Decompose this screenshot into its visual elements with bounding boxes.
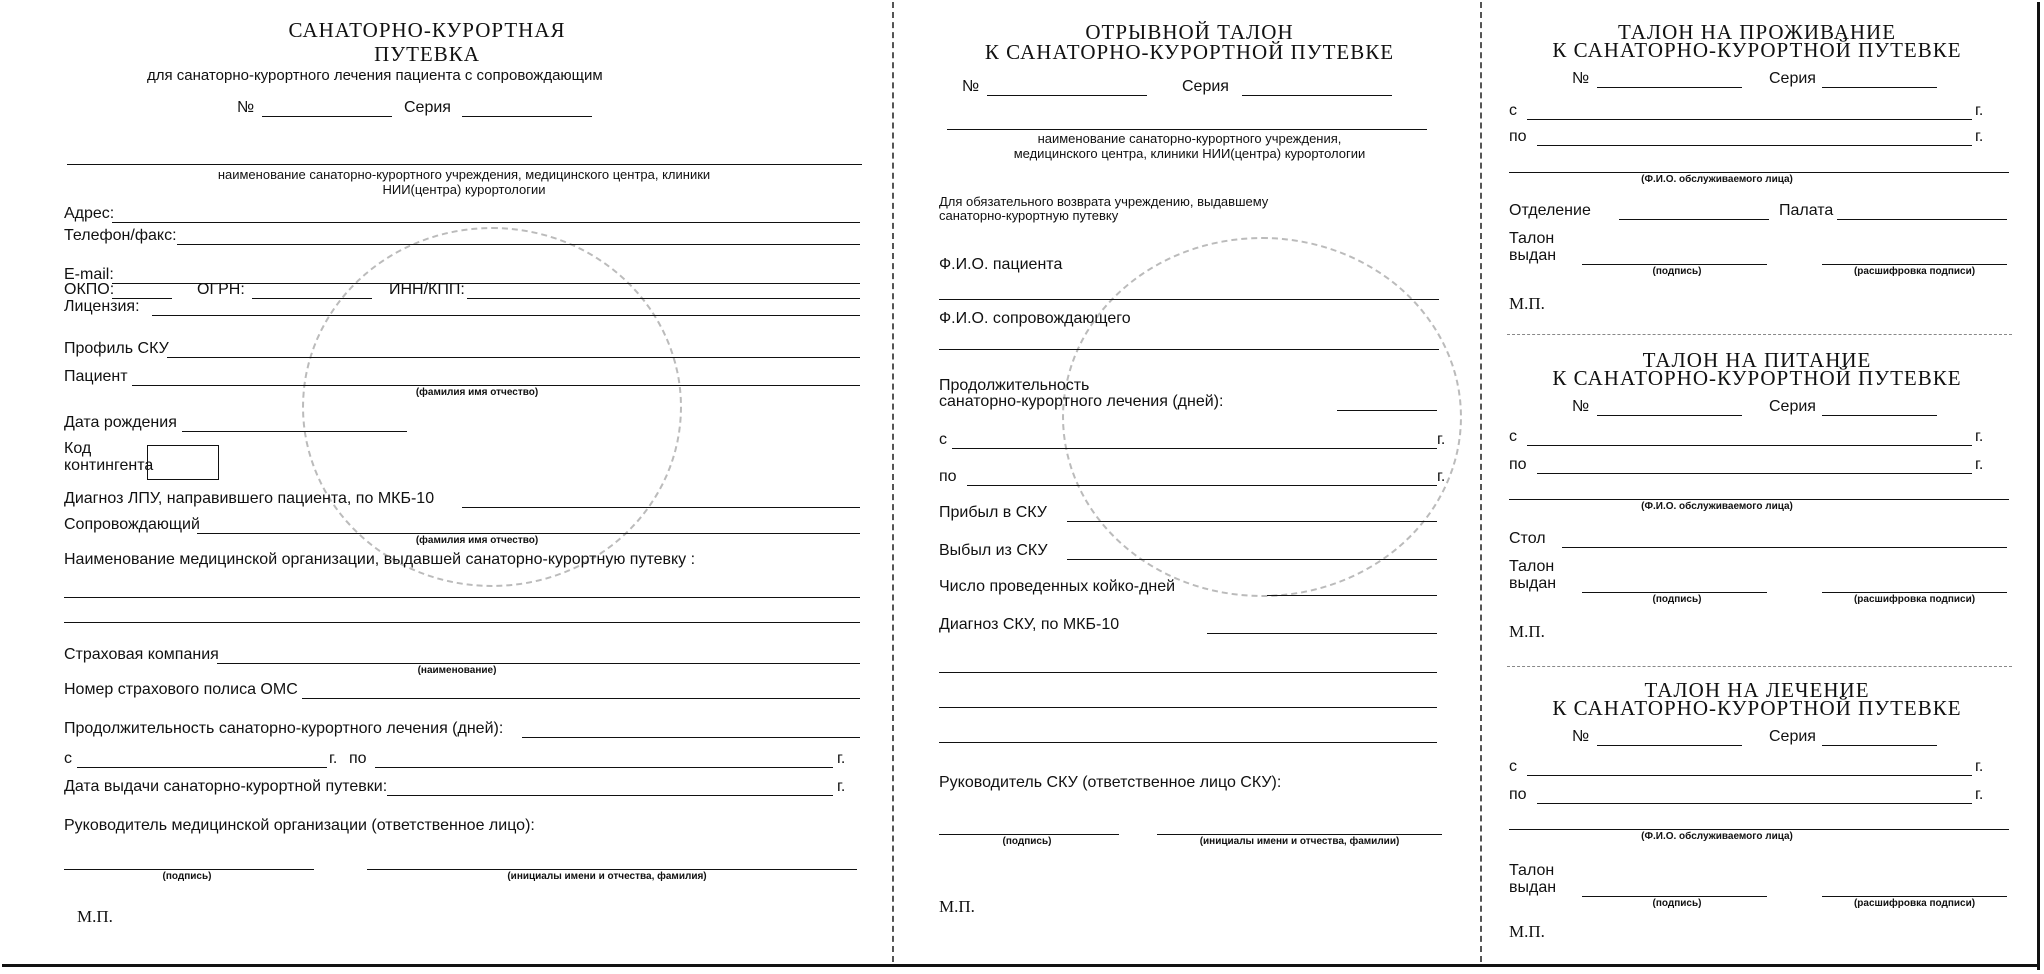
residence-series-label: Серия	[1769, 70, 1816, 87]
residence-from-label: с	[1509, 102, 1517, 119]
residence-from-field[interactable]	[1527, 119, 1972, 120]
treatment-signature-caption: (подпись)	[1652, 898, 1702, 909]
treatment-series-label: Серия	[1769, 728, 1816, 745]
stub-title-line-2: К САНАТОРНО-КУРОРТНОЙ ПУТЕВКЕ	[984, 40, 1395, 64]
stub-days-field[interactable]	[1267, 595, 1437, 596]
issue-date-label: Дата выдачи санаторно-курортной путевки:	[64, 778, 388, 795]
stub-companion-field[interactable]	[939, 349, 1439, 350]
residence-title-line-2: К САНАТОРНО-КУРОРТНОЙ ПУТЕВКЕ	[1552, 38, 1962, 62]
treatment-decode-caption: (расшифровка подписи)	[1853, 898, 1976, 909]
stub-institution-caption-1: наименование санаторно-курортного учреждения,	[1037, 131, 1342, 146]
companion-caption: (фамилия имя отчество)	[415, 535, 539, 546]
treatment-series-field[interactable]	[1822, 745, 1937, 746]
meals-fio-caption: (Ф.И.О. обслуживаемого лица)	[1641, 501, 1793, 512]
residence-decode-caption: (расшифровка подписи)	[1853, 266, 1976, 277]
stub-patient-field[interactable]	[939, 299, 1439, 300]
stub-diagnosis-field-4[interactable]	[939, 742, 1437, 743]
from-field[interactable]	[77, 767, 327, 768]
companion-field[interactable]	[197, 533, 860, 534]
treatment-fio-caption: (Ф.И.О. обслуживаемого лица)	[1641, 831, 1793, 842]
insurance-label: Страховая компания	[64, 646, 219, 663]
head-initials-caption: (инициалы имени и отчества, фамилия)	[507, 871, 707, 882]
coupons-column	[1507, 2, 2012, 962]
stub-series-label: Серия	[1182, 78, 1229, 95]
stub-diagnosis-field-2[interactable]	[939, 672, 1437, 673]
residence-signature-caption: (подпись)	[1652, 266, 1702, 277]
stub-title-line-1: ОТРЫВНОЙ ТАЛОН	[1085, 20, 1294, 44]
profile-field[interactable]	[167, 357, 860, 358]
meals-to-label: по	[1509, 456, 1527, 473]
issue-date-field[interactable]	[387, 795, 833, 796]
treatment-to-field[interactable]	[1537, 803, 1972, 804]
stub-to-year-label: г.	[1437, 468, 1446, 485]
phone-field[interactable]	[177, 244, 860, 245]
treatment-from-year-label: г.	[1975, 758, 1984, 775]
profile-label: Профиль СКУ	[64, 340, 169, 357]
stub-left-field[interactable]	[1067, 559, 1437, 560]
meals-from-label: с	[1509, 428, 1517, 445]
stub-to-field[interactable]	[967, 485, 1437, 486]
residence-to-year-label: г.	[1975, 128, 1984, 145]
stub-head-initials-caption: (инициалы имени и отчества, фамилии)	[1199, 836, 1400, 847]
stub-arrived-label: Прибыл в СКУ	[939, 504, 1047, 521]
stub-institution-caption-2: медицинского центра, клиники НИИ(центра) курортологии	[1013, 146, 1366, 161]
patient-field[interactable]	[132, 385, 860, 386]
meals-table-label: Стол	[1509, 530, 1546, 547]
voucher-title-line-1: САНАТОРНО-КУРОРТНАЯ	[288, 18, 566, 42]
residence-title-line-1: ТАЛОН НА ПРОЖИВАНИЕ	[1617, 20, 1897, 44]
meals-signature-caption: (подпись)	[1652, 594, 1702, 605]
address-label: Адрес:	[64, 205, 115, 222]
meals-signature-field[interactable]	[1582, 592, 1767, 593]
institution-caption: наименование санаторно-курортного учреждения, медицинского центра, клиники	[217, 167, 711, 182]
to-field[interactable]	[375, 767, 833, 768]
institution-field[interactable]	[67, 164, 862, 165]
voucher-subtitle: для санаторно-курортного лечения пациента с сопровождающим	[147, 67, 603, 84]
residence-series-field[interactable]	[1822, 87, 1937, 88]
stub-head-signature-field[interactable]	[939, 834, 1119, 835]
treatment-to-label: по	[1509, 786, 1527, 803]
stub-diagnosis-field-3[interactable]	[939, 707, 1437, 708]
residence-ward-field[interactable]	[1837, 219, 2007, 220]
contingent-code-label-1: Код	[64, 440, 92, 457]
meals-number-field[interactable]	[1597, 415, 1742, 416]
stub-diagnosis-label: Диагноз СКУ, по МКБ-10	[939, 616, 1120, 633]
meals-from-year-label: г.	[1975, 428, 1984, 445]
meals-issued-label-1: Талон	[1509, 558, 1555, 575]
meals-title-line-1: ТАЛОН НА ПИТАНИЕ	[1642, 348, 1872, 372]
meals-cut-line	[1507, 666, 2012, 667]
meals-series-field[interactable]	[1822, 415, 1937, 416]
birth-date-field[interactable]	[182, 431, 407, 432]
stub-diagnosis-field[interactable]	[1207, 633, 1437, 634]
voucher-series-label: Серия	[404, 99, 451, 116]
treatment-issued-label-1: Талон	[1509, 862, 1555, 879]
stub-to-label: по	[939, 468, 957, 485]
stub-head-initials-field[interactable]	[1157, 834, 1442, 835]
residence-department-label: Отделение	[1509, 202, 1591, 219]
stub-return-note-1: Для обязательного возврата учреждению, выдавшему	[939, 194, 1269, 209]
voucher-title-line-2: ПУТЕВКА	[374, 42, 480, 66]
head-initials-field[interactable]	[367, 869, 857, 870]
stub-series-field[interactable]	[1242, 95, 1392, 96]
meals-decode-field[interactable]	[1822, 592, 2007, 593]
stub-stamp-place: М.П.	[939, 897, 975, 916]
treatment-to-year-label: г.	[1975, 786, 1984, 803]
from-label: с	[64, 750, 72, 767]
duration-label: Продолжительность санаторно-курортного лечения (дней):	[64, 720, 504, 737]
to-label: по	[349, 750, 367, 767]
treatment-fio-field[interactable]	[1509, 829, 2009, 830]
license-field[interactable]	[152, 315, 860, 316]
residence-issued-label-2: выдан	[1509, 247, 1557, 264]
stub-from-field[interactable]	[952, 448, 1437, 449]
treatment-title-line-2: К САНАТОРНО-КУРОРТНОЙ ПУТЕВКЕ	[1552, 696, 1962, 720]
stub-from-label: с	[939, 431, 947, 448]
stub-duration-field[interactable]	[1337, 410, 1437, 411]
stub-duration-label-1: Продолжительность	[939, 377, 1090, 394]
head-label: Руководитель медицинской организации (ответственное лицо):	[64, 817, 535, 834]
stub-number-field[interactable]	[987, 95, 1147, 96]
contingent-code-box[interactable]	[147, 445, 219, 480]
residence-from-year-label: г.	[1975, 102, 1984, 119]
issuing-org-field-2[interactable]	[64, 622, 860, 623]
treatment-number-field[interactable]	[1597, 745, 1742, 746]
residence-fio-caption: (Ф.И.О. обслуживаемого лица)	[1641, 174, 1793, 185]
tear-off-stub	[937, 2, 1452, 962]
residence-number-label: №	[1572, 70, 1590, 87]
voucher-number-field[interactable]	[262, 116, 392, 117]
meals-fio-field[interactable]	[1509, 499, 2009, 500]
treatment-title-line-1: ТАЛОН НА ЛЕЧЕНИЕ	[1644, 678, 1870, 702]
treatment-signature-field[interactable]	[1582, 896, 1767, 897]
insurance-field[interactable]	[217, 663, 860, 664]
treatment-from-label: с	[1509, 758, 1517, 775]
phone-label: Телефон/факс:	[64, 227, 177, 244]
meals-stamp-place: М.П.	[1509, 622, 1545, 641]
head-signature-caption: (подпись)	[162, 871, 212, 882]
okpo-label: ОКПО:	[64, 281, 115, 298]
insurance-caption: (наименование)	[417, 665, 497, 676]
meals-decode-caption: (расшифровка подписи)	[1853, 594, 1976, 605]
meals-issued-label-2: выдан	[1509, 575, 1557, 592]
voucher-stamp-place: М.П.	[77, 907, 113, 926]
contingent-code-label-2: контингента	[64, 457, 154, 474]
stub-return-note-2: санаторно-курортную путевку	[939, 208, 1119, 223]
issue-date-year-label: г.	[837, 778, 846, 795]
stub-patient-label: Ф.И.О. пациента	[939, 256, 1063, 273]
email-label: E-mail:	[64, 266, 114, 283]
issuing-org-field-1[interactable]	[64, 597, 860, 598]
residence-fio-field[interactable]	[1509, 172, 2009, 173]
companion-label: Сопровождающий	[64, 516, 200, 533]
institution-caption-2: НИИ(центра) курортологии	[382, 182, 546, 197]
residence-to-field[interactable]	[1537, 145, 1972, 146]
ogrn-label: ОГРН:	[197, 281, 245, 298]
policy-label: Номер страхового полиса ОМС	[64, 681, 298, 698]
meals-table-field[interactable]	[1562, 547, 2007, 548]
sheet-border-right	[2037, 2, 2040, 970]
main-voucher	[57, 2, 867, 962]
referral-diagnosis-field[interactable]	[462, 507, 860, 508]
voucher-form-sheet	[2, 2, 2042, 970]
residence-stamp-place: М.П.	[1509, 294, 1545, 313]
inn-label: ИНН/КПП:	[389, 281, 465, 298]
residence-cut-line	[1507, 334, 2012, 335]
stub-head-signature-caption: (подпись)	[1002, 836, 1052, 847]
tear-line-1	[892, 2, 894, 962]
sheet-border-bottom	[2, 964, 2040, 967]
residence-to-label: по	[1509, 128, 1527, 145]
treatment-from-field[interactable]	[1527, 775, 1972, 776]
voucher-number-label: №	[237, 99, 255, 116]
meals-title-line-2: К САНАТОРНО-КУРОРТНОЙ ПУТЕВКЕ	[1552, 366, 1962, 390]
residence-department-field[interactable]	[1619, 219, 1769, 220]
stub-companion-label: Ф.И.О. сопровождающего	[939, 310, 1131, 327]
patient-label: Пациент	[64, 368, 128, 385]
birth-date-label: Дата рождения	[64, 414, 177, 431]
residence-number-field[interactable]	[1597, 87, 1742, 88]
duration-field[interactable]	[522, 737, 860, 738]
meals-to-field[interactable]	[1537, 473, 1972, 474]
meals-to-year-label: г.	[1975, 456, 1984, 473]
policy-field[interactable]	[302, 698, 860, 699]
stub-days-label: Число проведенных койко-дней	[939, 578, 1176, 595]
from-year-label: г.	[329, 750, 338, 767]
meals-series-label: Серия	[1769, 398, 1816, 415]
residence-issued-label-1: Талон	[1509, 230, 1555, 247]
stub-left-label: Выбыл из СКУ	[939, 542, 1048, 559]
residence-decode-field[interactable]	[1822, 264, 2007, 265]
to-year-label: г.	[837, 750, 846, 767]
issuing-org-label: Наименование медицинской организации, выдавшей санаторно-курортную путевку :	[64, 551, 696, 568]
stub-from-year-label: г.	[1437, 431, 1446, 448]
meals-number-label: №	[1572, 398, 1590, 415]
treatment-stamp-place: М.П.	[1509, 922, 1545, 941]
residence-signature-field[interactable]	[1582, 264, 1767, 265]
inn-field[interactable]	[467, 298, 860, 299]
voucher-series-field[interactable]	[462, 116, 592, 117]
ogrn-field[interactable]	[252, 298, 372, 299]
referral-diagnosis-label: Диагноз ЛПУ, направившего пациента, по МКБ-10	[64, 490, 435, 507]
stub-number-label: №	[962, 78, 980, 95]
residence-ward-label: Палата	[1779, 202, 1834, 219]
stub-head-label: Руководитель СКУ (ответственное лицо СКУ):	[939, 774, 1282, 791]
patient-caption: (фамилия имя отчество)	[415, 387, 539, 398]
meals-from-field[interactable]	[1527, 445, 1972, 446]
stub-duration-label-2: санаторно-курортного лечения (дней):	[939, 393, 1224, 410]
license-label: Лицензия:	[64, 298, 140, 315]
address-field[interactable]	[112, 222, 860, 223]
treatment-decode-field[interactable]	[1822, 896, 2007, 897]
head-signature-field[interactable]	[64, 869, 314, 870]
stub-arrived-field[interactable]	[1067, 521, 1437, 522]
stub-institution-field[interactable]	[947, 129, 1427, 130]
tear-line-2	[1480, 2, 1482, 962]
treatment-issued-label-2: выдан	[1509, 879, 1557, 896]
treatment-number-label: №	[1572, 728, 1590, 745]
